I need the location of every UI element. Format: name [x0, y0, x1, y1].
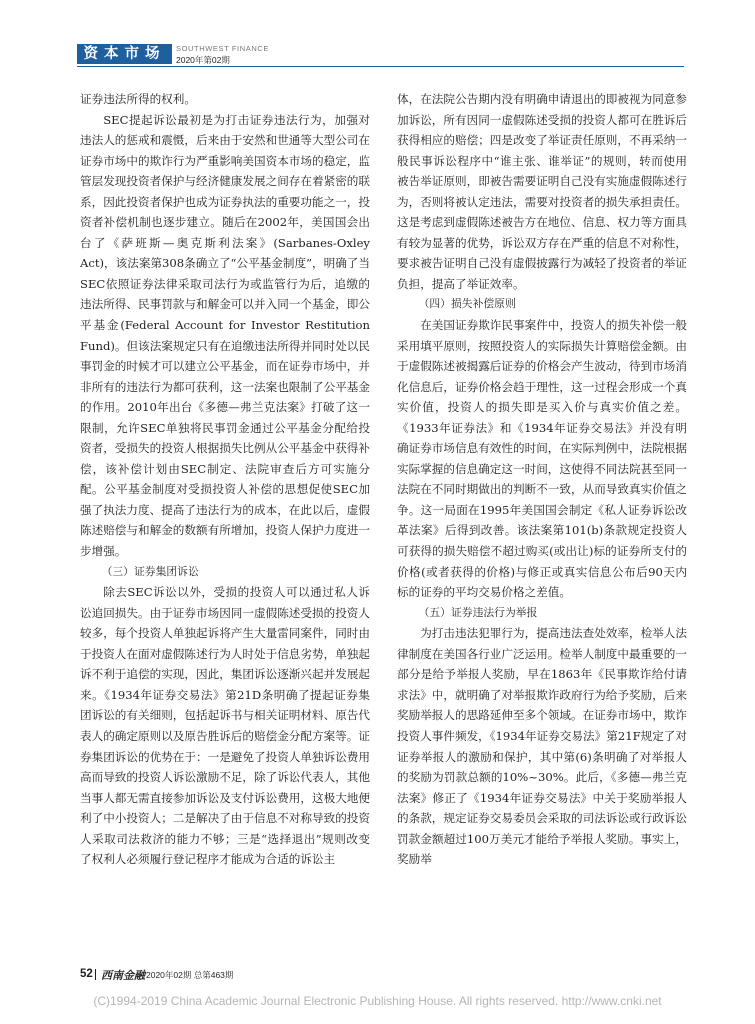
body-paragraph: 在美国证券欺诈民事案件中，投资人的损失补偿一般采用填平原则，按照投资人的实际损失计算赔偿金额。由于虚假陈述被揭露后证券的价格会产生波动，待到市场消化信息后，证券价格会趋于理性，这一过程会形成一个真实价值，投资人的损失即是买入价与真实价值之差。《1933年证券法》和《1934年证券交易法》并没有明确证券市场信息有效性的时间，在实际判例中，法院根据实际掌握的信息确定这一时间，这使得不同法院甚至同一法院在不同时期做出的判断不一致，从而导致真实价值之争。这一局面在1995年美国国会制定《私人证券诉讼改革法案》后得到改善。该法案第101(b)条款规定投资人可获得的损失赔偿不超过购买(或出让)标的证券所支付的价格(或者获得的价格)与修正或真实信息公布后90天内标的证券的平均交易价格之差值。 [397, 318, 687, 600]
header-rule [77, 66, 684, 67]
section-title-en: SOUTHWEST FINANCE [176, 44, 269, 53]
section-subheading: （四）损失补偿原则 [418, 297, 516, 311]
page-number: 52 [80, 968, 93, 980]
body-paragraph: 为打击违法犯罪行为，提高违法查处效率，检举人法律制度在美国各行业广泛运用。检举人制度中最重要的一部分是给予举报人奖励，早在1863年《民事欺诈给付请求法》中，就明确了对举报欺诈政府行为给予奖励，后来奖励举报人的思路延伸至多个领域。在证券市场中，欺诈投资人事件频发，《1934年证券交易法》第21F规定了对证券举报人的激励和保护，其中第(6)条明确了对举报人的奖励为罚款总额的10%~30%。此后，《多德—弗兰克法案》修正了《1934年证券交易法》中关于奖励举报人的条款，规定证券交易委员会采取的司法诉讼或行政诉讼罚款金额超过100万美元才能给予举报人奖励。事实上，奖励举 [397, 626, 687, 867]
journal-logo: 西南金融 [101, 969, 145, 982]
section-subheading: （三）证券集团诉讼 [101, 564, 199, 578]
footer-issue-info: 2020年02期 总第463期 [146, 970, 234, 980]
left-column [80, 89, 370, 870]
continued-paragraph: 证券违法所得的权利。 [80, 92, 196, 106]
copyright-watermark: (C)1994-2019 China Academic Journal Electronic Publishing House. All rights reserved. http://www.cnki.net [93, 994, 662, 1008]
body-paragraph: 除去SEC诉讼以外，受损的投资人可以通过私人诉讼追回损失。由于证券市场因同一虚假陈述受损的投资人较多，每个投资人单独起诉将产生大量雷同案件，同时由于投资人在面对虚假陈述行为人时处于信息劣势，单独起诉不利于追偿的实现，因此，集团诉讼逐渐兴起并发展起来。《1934年证券交易法》第21D条明确了提起证券集团诉讼的有关细则，包括起诉书与相关证明材料、原告代表人的确定原则以及原告胜诉后的赔偿金分配方案等。证券集团诉讼的优势在于：一是避免了投资人单独诉讼费用高而导致的投资人诉讼激励不足，除了诉讼代表人，其他当事人都无需直接参加诉讼及支付诉讼费用，这极大地便利了中小投资人；二是解决了由于信息不对称导致的投资人采取司法救济的能力不够；三是“选择退出”规则改变了权利人必须履行登记程序才能成为合适的诉讼主 [80, 585, 370, 867]
section-title-badge: 资本市场 [77, 44, 172, 64]
right-column [397, 89, 687, 870]
footer-separator [95, 969, 96, 980]
section-subheading: （五）证券违法行为举报 [418, 605, 538, 619]
header-issue: 2020年第02期 [176, 55, 230, 65]
continued-paragraph: 体，在法院公告期内没有明确申请退出的即被视为同意参加诉讼，所有因同一虚假陈述受损的投资人都可在胜诉后获得相应的赔偿；四是改变了举证责任原则，不再采纳一般民事诉讼程序中“谁主张、谁举证”的规则，转而使用被告举证原则，即被告需要证明自己没有实施虚假陈述行为，否则将被认定违法，需要对投资者的损失承担责任。这是考虑到虚假陈述被告方在地位、信息、权力等方面具有较为显著的优势，诉讼双方存在严重的信息不对称性，要求被告证明自己没有虚假披露行为减轻了投资者的举证负担，提高了举证效率。 [397, 92, 687, 291]
body-paragraph: SEC提起诉讼最初是为打击证券违法行为，加强对违法人的惩戒和震慑，后来由于安然和世通等大型公司在证券市场中的欺诈行为严重影响美国资本市场的稳定，监管层发现投资者保护与经济健康发展之间存在着紧密的联系，因此投资者保护也成为证券执法的重要功能之一，投资者补偿机制也逐步建立。随后在2002年，美国国会出台了《萨班斯—奥克斯利法案》(Sarbanes-Oxley Act)，该法案第308条确立了“公平基金制度”，明确了当SEC依照证券法律采取司法行为或监管行为后，追缴的违法所得、民事罚款与和解金可以并入同一个基金，即公平基金(Federal Account for Investor Restitution Fund)。但该法案规定只有在追缴违法所得并同时处以民事罚金的时候才可以建立公平基金，而在证券市场中，并非所有的违法行为都可获利，这一法案也限制了公平基金的作用。2010年出台《多德—弗兰克法案》打破了这一限制，允许SEC单独将民事罚金通过公平基金分配给投资者，受损失的投资人根据损失比例从公平基金中获得补偿，该补偿计划由SEC制定、法院审查后方可实施分配。公平基金制度对受损投资人补偿的思想促使SEC加强了执法力度、提高了违法行为的成本，在此以后，虚假陈述赔偿与和解金的数额有所增加，投资人保护力度进一步增强。 [80, 112, 370, 559]
